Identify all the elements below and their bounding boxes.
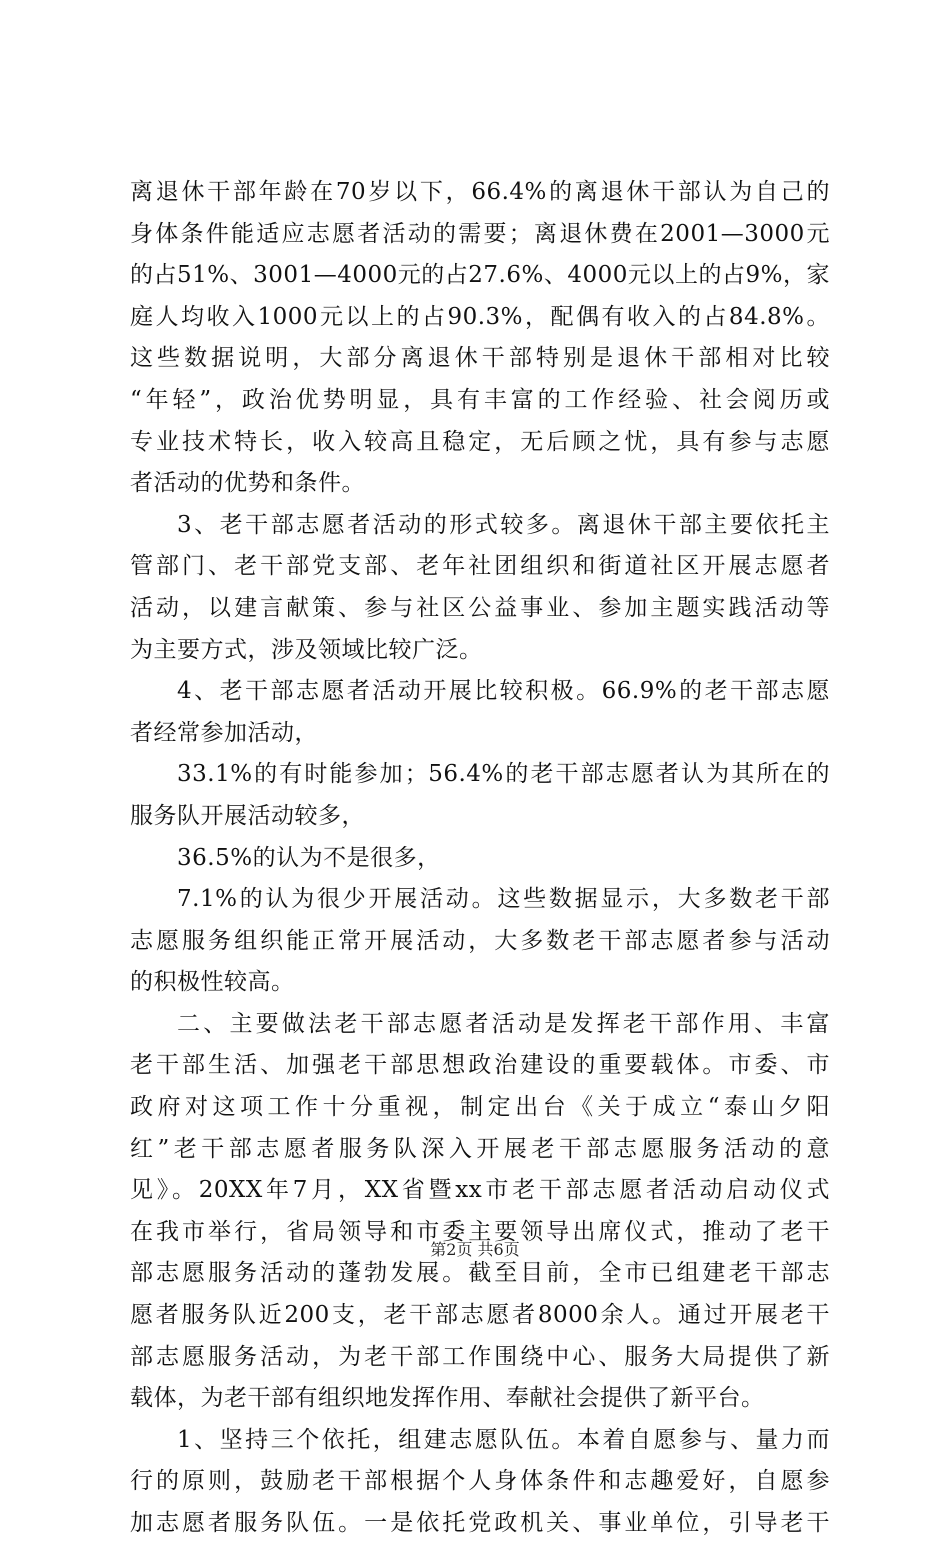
text-line: 管部门、老干部党支部、老年社团组织和街道社区开展志愿者 bbox=[130, 553, 830, 580]
text-line: “年轻”，政治优势明显，具有丰富的工作经验、社会阅历或 bbox=[130, 386, 830, 413]
text-line: 者经常参加活动， bbox=[130, 719, 318, 746]
text-line: 老干部生活、加强老干部思想政治建设的重要载体。市委、市 bbox=[130, 1052, 830, 1079]
text-line: 36.5%的认为不是很多， bbox=[177, 844, 441, 871]
text-line: 专业技术特长，收入较高且稳定，无后顾之忧，具有参与志愿 bbox=[130, 428, 830, 455]
text-line: 在我市举行，省局领导和市委主要领导出席仪式，推动了老干 bbox=[130, 1218, 830, 1245]
text-line: 部志愿服务活动的蓬勃发展。截至目前，全市已组建老干部志 bbox=[130, 1260, 830, 1287]
text-line: 部志愿服务活动，为老干部工作围绕中心、服务大局提供了新 bbox=[130, 1343, 830, 1370]
text-line: 政府对这项工作十分重视，制定出台《关于成立“泰山夕阳 bbox=[130, 1094, 830, 1121]
text-line: 这些数据说明，大部分离退休干部特别是退休干部相对比较 bbox=[130, 345, 830, 372]
text-line: 的占51%、3001—4000元的占27.6%、4000元以上的占9%，家 bbox=[130, 262, 830, 289]
text-line: 7.1%的认为很少开展活动。这些数据显示，大多数老干部 bbox=[177, 886, 830, 913]
page-footer bbox=[0, 1240, 950, 1260]
text-line: 的积极性较高。 bbox=[130, 969, 295, 996]
text-line: 1、坚持三个依托，组建志愿队伍。本着自愿参与、量力而 bbox=[177, 1426, 830, 1453]
text-line: 红”老干部志愿者服务队深入开展老干部志愿服务活动的意 bbox=[130, 1135, 830, 1162]
text-line: 离退休干部年龄在70岁以下，66.4%的离退休干部认为自己的 bbox=[130, 179, 830, 205]
text-line: 为主要方式，涉及领域比较广泛。 bbox=[130, 636, 483, 663]
text-line: 愿者服务队近200支，老干部志愿者8000余人。通过开展老干 bbox=[130, 1302, 830, 1329]
text-line: 服务队开展活动较多， bbox=[130, 802, 365, 829]
text-line: 行的原则，鼓励老干部根据个人身体条件和志趣爱好，自愿参 bbox=[130, 1468, 830, 1495]
text-line: 3、老干部志愿者活动的形式较多。离退休干部主要依托主 bbox=[177, 511, 830, 538]
text-line: 庭人均收入1000元以上的占90.3%，配偶有收入的占84.8%。 bbox=[130, 303, 830, 330]
text-line: 活动，以建言献策、参与社区公益事业、参加主题实践活动等 bbox=[130, 594, 830, 621]
text-line: 志愿服务组织能正常开展活动，大多数老干部志愿者参与活动 bbox=[130, 927, 830, 954]
text-line: 4、老干部志愿者活动开展比较积极。66.9%的老干部志愿 bbox=[177, 678, 830, 705]
text-line: 载体，为老干部有组织地发挥作用、奉献社会提供了新平台。 bbox=[130, 1385, 765, 1412]
document-body bbox=[130, 172, 830, 1545]
text-line: 加志愿者服务队伍。一是依托党政机关、事业单位，引导老干 bbox=[130, 1510, 830, 1536]
text-line: 33.1%的有时能参加；56.4%的老干部志愿者认为其所在的 bbox=[177, 761, 830, 788]
text-line: 者活动的优势和条件。 bbox=[130, 470, 365, 497]
text-line: 见》。20XX年7月，XX省暨xx市老干部志愿者活动启动仪式 bbox=[130, 1177, 830, 1204]
text-line: 身体条件能适应志愿者活动的需要；离退休费在2001—3000元 bbox=[130, 220, 830, 247]
page-number-label: 第2页 共6页 bbox=[430, 1240, 520, 1259]
text-line: 二、主要做法老干部志愿者活动是发挥老干部作用、丰富 bbox=[177, 1010, 830, 1037]
